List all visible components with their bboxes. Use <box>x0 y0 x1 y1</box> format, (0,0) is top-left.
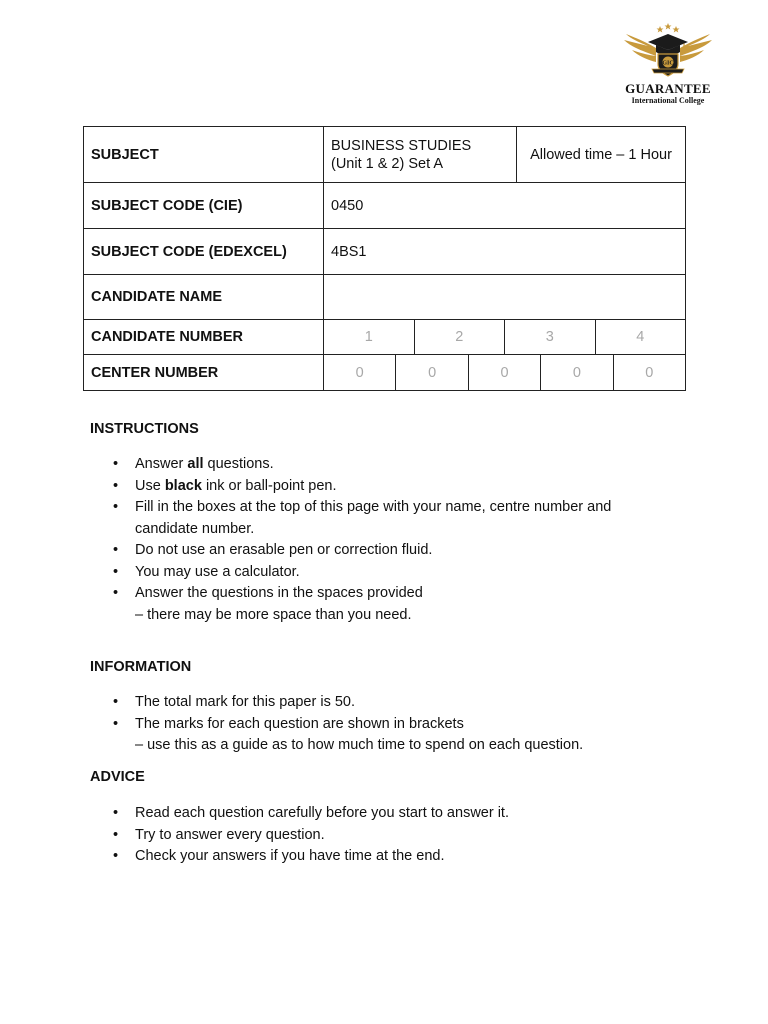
logo-name: GUARANTEE <box>625 81 711 96</box>
subject-code-cie-value: 0450 <box>324 183 686 229</box>
instructions-heading: INSTRUCTIONS <box>90 421 199 437</box>
item-text: Do not use an erasable pen or correction fluid. <box>135 542 433 558</box>
center-number-box[interactable]: 0 <box>468 355 540 390</box>
candidate-number-row <box>84 320 686 355</box>
item-text: Use <box>135 477 165 494</box>
item-text: Try to answer every question. <box>135 826 325 843</box>
item-text: questions. <box>203 456 274 472</box>
subject-code-cie-label: SUBJECT CODE (CIE) <box>84 183 324 229</box>
subject-code-edexcel-label: SUBJECT CODE (EDEXCEL) <box>84 229 324 275</box>
subject-value-line2: (Unit 1 & 2) Set A <box>331 155 444 172</box>
candidate-name-row <box>84 275 686 320</box>
item-text: Answer <box>135 456 188 472</box>
subject-code-edexcel-value: 4BS1 <box>324 229 686 275</box>
candidate-number-box[interactable]: 3 <box>504 320 595 354</box>
center-number-boxes <box>324 355 686 391</box>
information-list <box>113 692 673 757</box>
item-text: – use this as a guide as to how much time to spend on each question. <box>135 737 584 753</box>
center-number-box[interactable]: 0 <box>613 355 685 390</box>
list-item <box>113 454 673 476</box>
item-text: • The marks for each question are shown in brackets <box>135 715 464 732</box>
list-item <box>113 583 673 626</box>
instructions-list <box>113 454 673 626</box>
list-item <box>113 803 673 825</box>
subject-value <box>324 127 517 183</box>
center-number-box[interactable]: 0 <box>540 355 612 390</box>
item-text: ink or ball-point pen. <box>201 477 337 494</box>
center-number-label: CENTER NUMBER <box>84 355 324 391</box>
logo-subtitle: International College <box>631 96 705 105</box>
subject-code-cie-row <box>84 183 686 229</box>
list-item <box>113 476 673 498</box>
list-item <box>113 540 673 562</box>
advice-list <box>113 803 673 868</box>
center-number-box[interactable]: 0 <box>355 364 364 381</box>
subject-code-edexcel-row <box>84 229 686 275</box>
item-text: candidate number. <box>135 520 255 537</box>
item-text: Check your answers if you have time at the end. <box>135 848 445 864</box>
subject-row <box>84 127 686 183</box>
graduation-cap-wings-emblem <box>622 22 714 80</box>
list-item <box>113 692 673 714</box>
candidate-number-box[interactable]: 2 <box>414 320 505 354</box>
allowed-time: Allowed time – 1 Hour <box>517 127 686 183</box>
candidate-name-field[interactable] <box>324 275 686 320</box>
candidate-number-box[interactable]: 1 <box>364 329 373 345</box>
center-number-box[interactable]: 0 <box>395 355 467 390</box>
list-item <box>113 497 673 540</box>
center-number-row <box>84 355 686 391</box>
item-emphasis: black <box>164 477 202 494</box>
list-item <box>113 562 673 584</box>
item-text: The total mark for this paper is 50. <box>135 694 356 710</box>
candidate-name-label: CANDIDATE NAME <box>84 275 324 320</box>
item-text: You may use a calculator. <box>135 563 300 580</box>
badge-text: GIC <box>662 60 674 67</box>
college-logo <box>612 22 724 112</box>
item-text: – there may be more space than you need. <box>135 606 412 623</box>
subject-value-line1: BUSINESS STUDIES <box>331 137 472 154</box>
item-emphasis: all <box>187 456 204 472</box>
list-item <box>113 825 673 847</box>
list-item <box>113 714 673 757</box>
exam-details-table <box>83 126 686 391</box>
candidate-number-box[interactable]: 4 <box>595 320 686 354</box>
item-text: • Fill in the boxes at the top of this page with your name, centre number and <box>135 499 612 515</box>
information-heading: INFORMATION <box>90 659 192 675</box>
advice-heading: ADVICE <box>90 769 145 785</box>
item-text: • Answer the questions in the spaces provided <box>135 585 423 601</box>
candidate-number-boxes <box>324 320 686 355</box>
list-item <box>113 846 673 868</box>
item-text: Read each question carefully before you start to answer it. <box>135 805 509 821</box>
candidate-number-label: CANDIDATE NUMBER <box>84 320 324 355</box>
subject-label: SUBJECT <box>84 127 324 183</box>
